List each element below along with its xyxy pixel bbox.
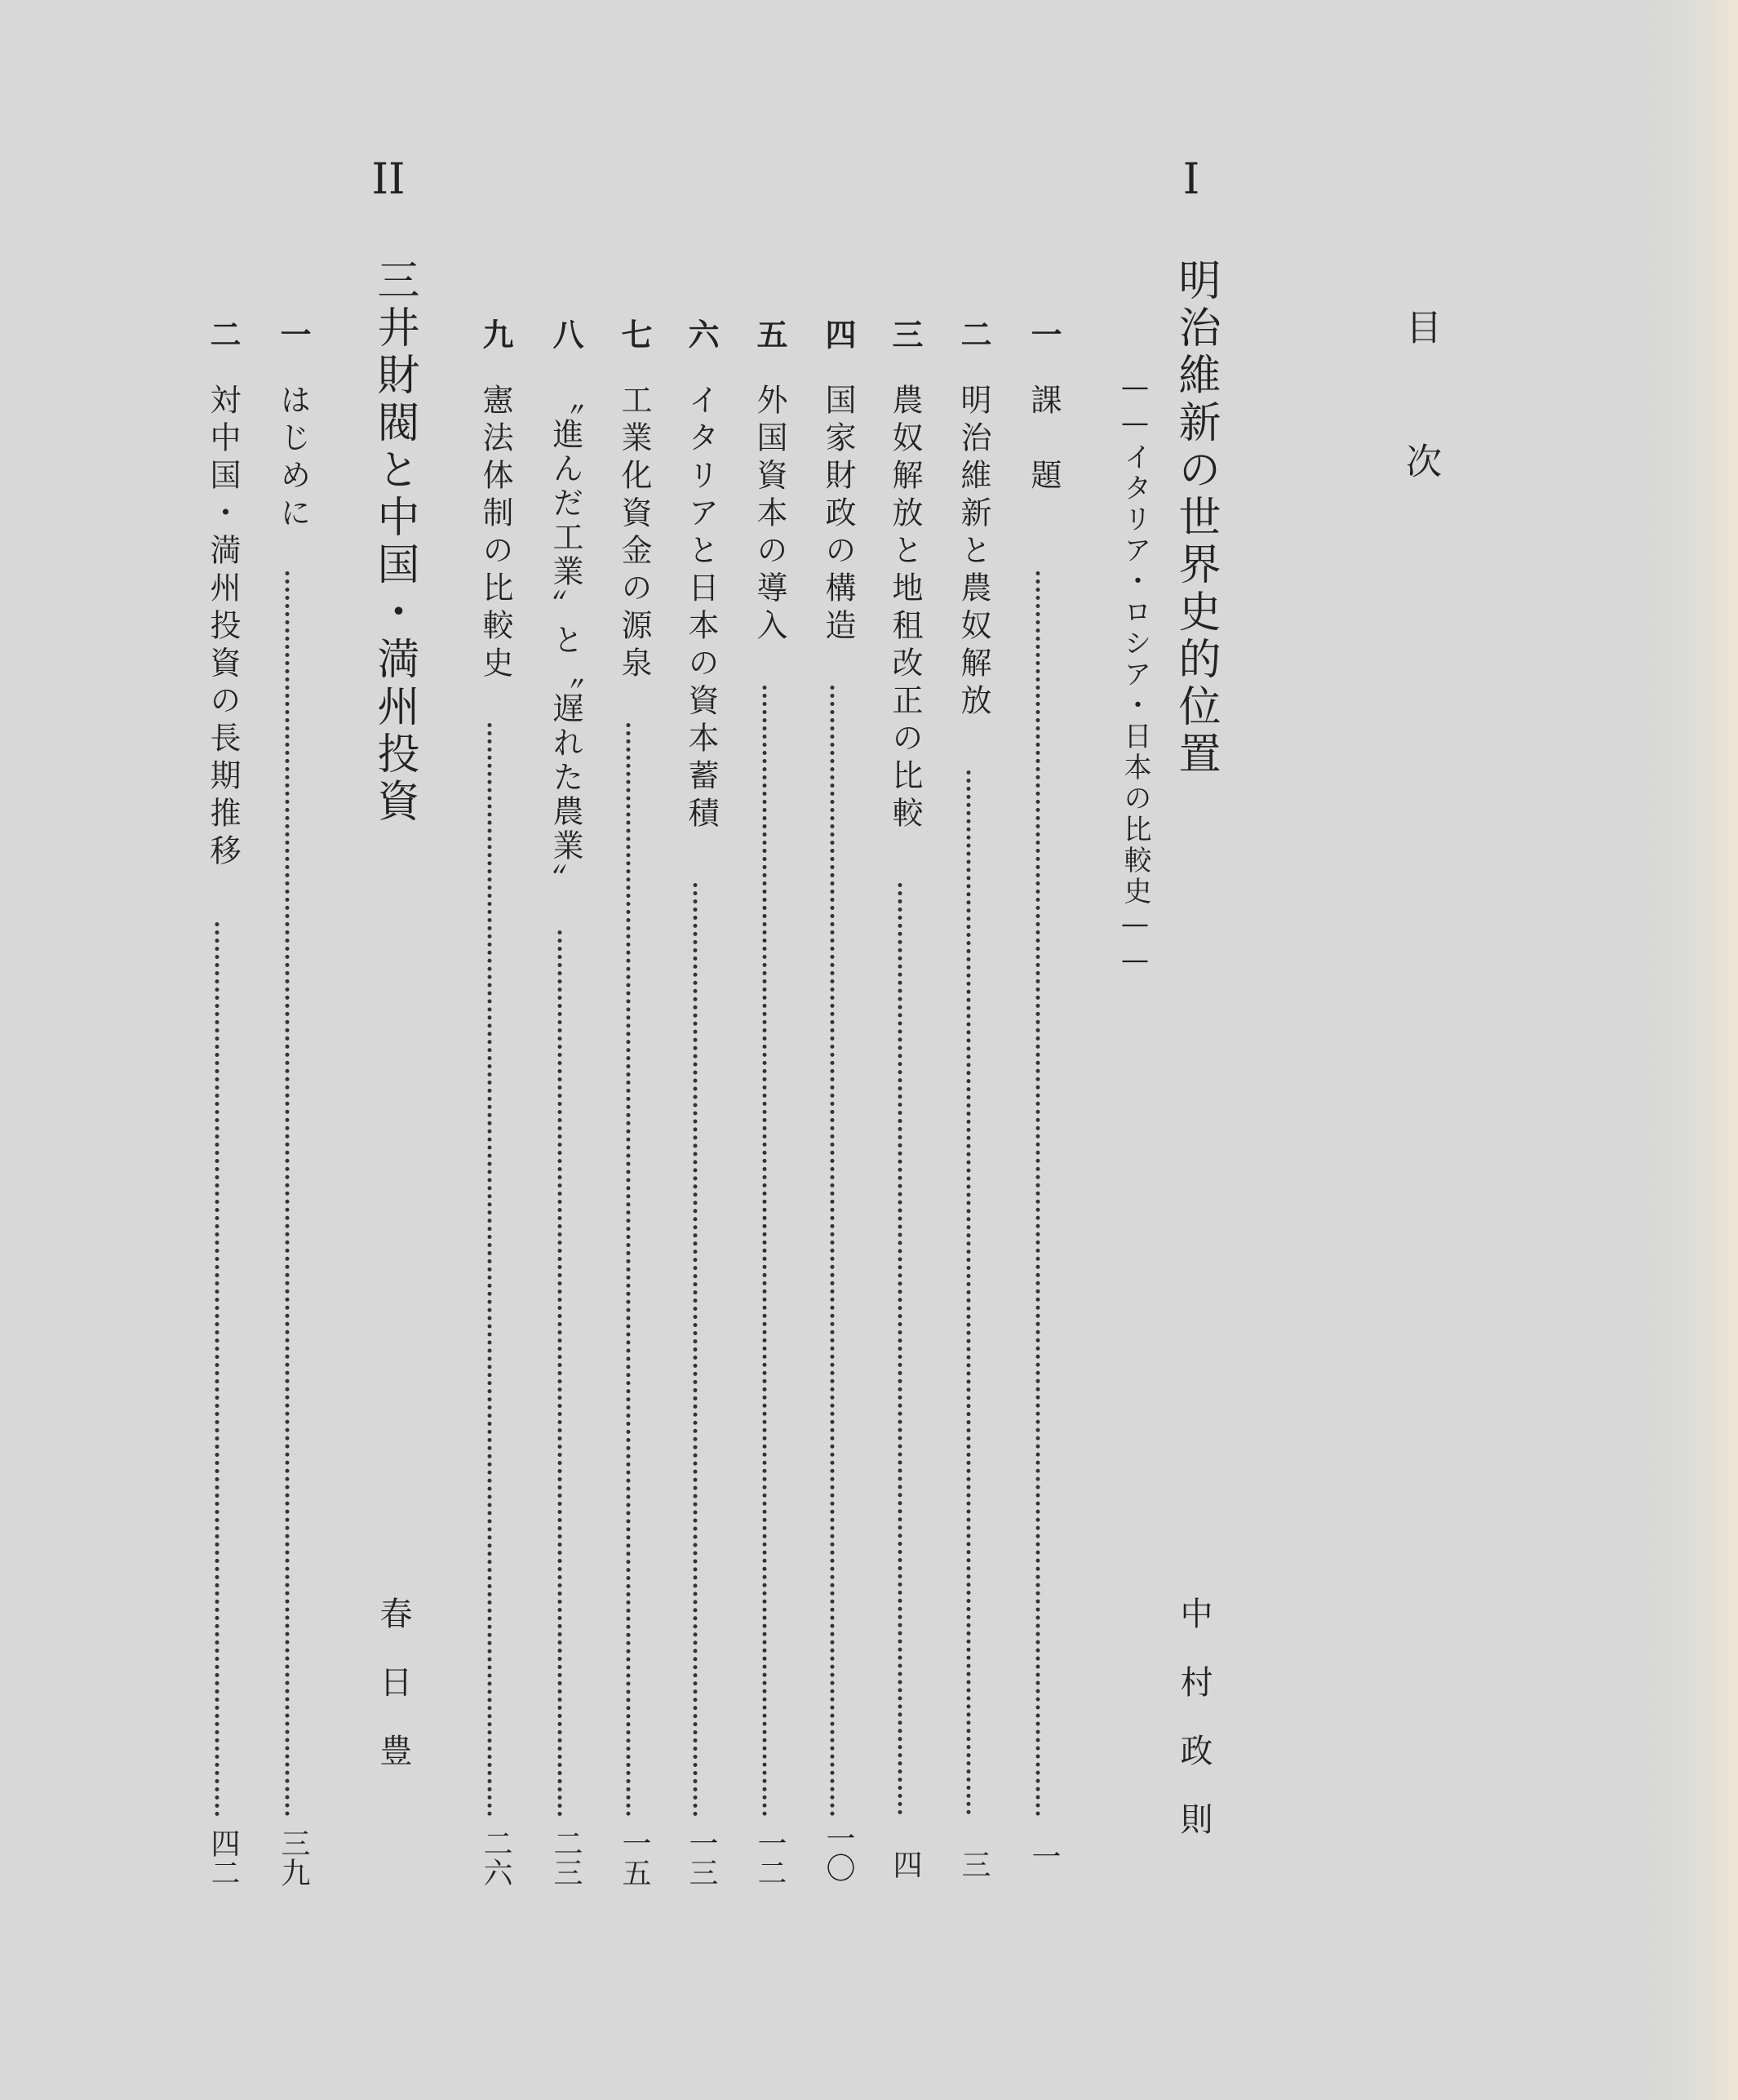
part-1-author: 中村政則 xyxy=(1175,1596,1213,1871)
part-1-chapter-9-leader xyxy=(488,723,492,1817)
part-1-chapter-6-page: 一三 xyxy=(685,1828,718,1887)
part-1-chapter-6-title: イタリアと日本の資本蓄積 xyxy=(683,384,719,834)
part-1-chapter-7-leader xyxy=(627,723,631,1817)
part-2-chapter-2-leader xyxy=(215,922,219,1817)
part-1-chapter-8-number: 八 xyxy=(548,318,584,349)
part-2-numeral: II xyxy=(371,155,406,204)
part-2-chapter-2-number: 二 xyxy=(205,318,242,349)
part-2-chapter-2-title: 対中国・満州投資の長期推移 xyxy=(205,384,241,872)
part-1-chapter-4-title: 国家財政の構造 xyxy=(820,384,856,646)
toc-title-second-char: 次 xyxy=(1399,442,1441,478)
part-1-numeral: I xyxy=(1182,155,1200,204)
part-2-title: 三井財閥と中国・満州投資 xyxy=(370,258,419,826)
part-1-chapter-5-page: 一二 xyxy=(753,1828,787,1887)
part-1-chapter-2-title: 明治維新と農奴解放 xyxy=(955,384,991,721)
part-1-chapter-4-page: 一〇 xyxy=(822,1823,855,1882)
part-1-chapter-7-title: 工業化資金の源泉 xyxy=(616,384,652,684)
part-1-chapter-8-leader xyxy=(558,930,562,1817)
part-1-chapter-7-number: 七 xyxy=(616,318,653,349)
part-1-chapter-8-title: 〝進んだ工業〟と〝遅れた農業〟 xyxy=(548,384,583,898)
part-1-chapter-3-title: 農奴解放と地租改正の比較 xyxy=(887,384,923,834)
part-1-chapter-5-title: 外国資本の導入 xyxy=(752,384,787,646)
part-1-chapter-2-leader xyxy=(967,770,971,1815)
part-2-author: 春日豊 xyxy=(375,1596,412,1802)
part-1-title: 明治維新の世界史的位置 xyxy=(1171,258,1220,779)
part-2-chapter-1-page: 三九 xyxy=(277,1828,310,1887)
part-1-chapter-7-page: 一五 xyxy=(618,1828,651,1887)
part-1-chapter-4-leader xyxy=(831,686,835,1817)
part-1-chapter-9-number: 九 xyxy=(477,318,514,349)
part-1-chapter-8-page: 二三 xyxy=(549,1828,583,1887)
part-1-chapter-2-page: 三 xyxy=(957,1849,991,1879)
part-1-chapter-6-leader xyxy=(694,883,698,1817)
part-1-chapter-1-number: 一 xyxy=(1026,318,1062,349)
part-1-chapter-3-page: 四 xyxy=(889,1849,922,1879)
part-1-subtitle: ——イタリア・ロシア・日本の比較史—— xyxy=(1119,371,1151,979)
part-1-chapter-1-leader xyxy=(1036,571,1040,1817)
part-1-chapter-4-number: 四 xyxy=(820,318,857,349)
part-2-chapter-1-leader xyxy=(286,571,290,1817)
part-1-chapter-9-title: 憲法体制の比較史 xyxy=(477,384,513,684)
part-1-chapter-5-number: 五 xyxy=(752,318,788,349)
part-2-chapter-2-page: 四二 xyxy=(206,1828,240,1887)
part-2-chapter-1-number: 一 xyxy=(275,318,312,349)
part-1-chapter-1-title: 課 題 xyxy=(1026,384,1062,496)
part-1-chapter-5-leader xyxy=(763,686,767,1817)
part-1-chapter-2-number: 二 xyxy=(955,318,992,349)
part-1-chapter-3-leader xyxy=(898,883,902,1815)
part-1-chapter-1-page: 一 xyxy=(1027,1841,1061,1871)
part-1-chapter-3-number: 三 xyxy=(887,318,924,349)
toc-title-first-char: 目 xyxy=(1399,309,1441,344)
part-1-chapter-9-page: 二六 xyxy=(479,1828,512,1887)
part-2-chapter-1-title: はじめに xyxy=(275,384,311,534)
part-1-chapter-6-number: 六 xyxy=(683,318,720,349)
